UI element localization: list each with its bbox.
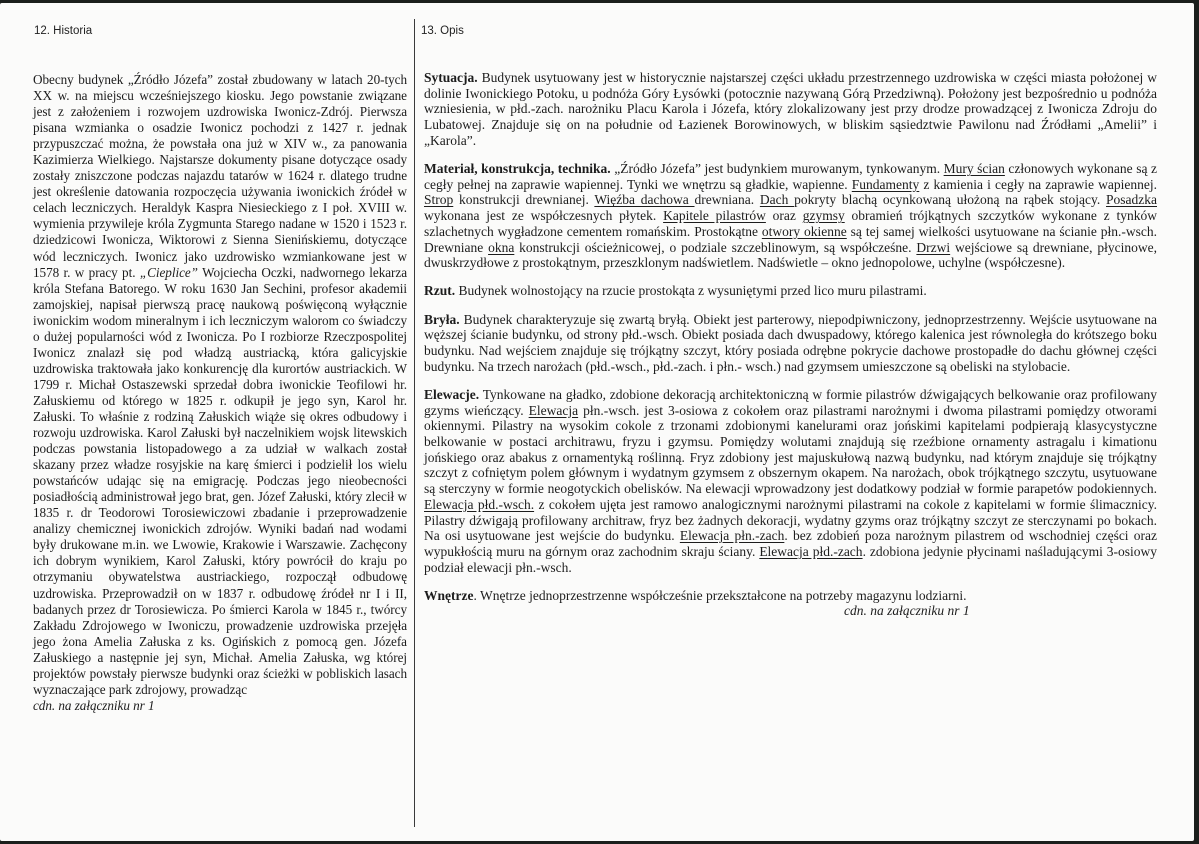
section-header-opis: 13. Opis [421,25,464,37]
underlined-term: Elewacja [528,402,579,418]
section-title: Materiał, konstrukcja, technika. [424,161,611,177]
underlined-term: Mury ścian [943,161,1005,177]
text-run: . bez zdobień poza narożnym pilastrem od wschodniej części oraz wypukłością muru na górnym oraz zachodnim skraju ściany. [424,528,1158,559]
continuation-note-right: cdn. na załączniku nr 1 [844,602,970,618]
continuation-note-left: cdn. na załączniku nr 1 [33,697,155,713]
underlined-term: Elewacja płd.-zach [759,543,863,559]
italic-title: „Cieplice” [139,264,198,280]
underlined-term: Dach [759,192,795,208]
text-run: Budynek wolnostojący na rzucie prostokąta z wysuniętymi przed lico muru pilastrami. [455,283,927,299]
text-run: Wojciecha Oczki, nadwornego lekarza króla Stefana Batorego. W roku 1630 Jan Sechini, profesor akademii zamojskiej, napisał pierwszą pracę naukową poświęconą wyłącznie iwonickim wodom mineralnym i ich leczniczym walorom co świadczy o dużej popularności wód z Iwonicza. Po I rozbiorze Rzeczpospolitej Iwonicz znalazł się pod władzą austriacką, która galicyjskie uzdrowiska traktowała jako konkurencję dla kurortów austriackich. W 1799 r. Michał Ostaszewski sprzedał dobra iwonickie Teofilowi hr. Załuskiemu od którego w 1825 r. odkupił je jego syn, Karol hr. Załuski. To właśnie z rodziną Załuskich wiąże się okres odbudowy i rozwoju uzdrowiska. Karol Załuski był naczelnikiem wojsk litewskich podczas powstania listopadowego a za udział w walkach został skazany przez władze rosyjskie na karę śmierci i podzielił los wielu powstańców udając się na emigrację. Podczas jego nieobecności posiadłością administrował jego brat, gen. Józef Załuski, który zlecił w 1835 r. dr Teodorowi Torosiewiczowi zbadanie i przeprowadzenie analizy chemicznej iwonickich zdrojów. Wyniki badań nad wodami były drukowane m.in. we Lwowie, Krakowie i Warszawie. Zachęcony ich dobrym wynikiem, Karol Załuski, który powrócił do kraju po otrzymaniu obywatelstwa austriackiego, rozpoczął odbudowę uzdrowiska. Przeprowadził on w 1837 r. odbudowę źródeł nr I i II, badanych przez dr Torosiewicza. Po śmierci Karola w 1845 r., twórcy Zakładu Zdrojowego w Iwoniczu, prowadzenie uzdrowiska przejęła jego żona Amelia Załuska z ks. Ogińskich z pomocą gen. Józefa Załuskiego a następnie jej syn, Michał. Amelia Załuska, wg której projektów powstały pierwsze budynki oraz ścieżki w pobliskich lasach wyznaczające park zdrojowy, prowadząc [33,264,407,697]
underlined-term: Kapitele pilastrów [663,208,766,224]
section-sytuacja [424,70,1157,149]
text-run: Tynkowane na gładko, zdobione dekoracją architektoniczną w formie pilastrów dźwigających belkowanie oraz profilowany gzyms wieńczący. [424,386,1157,418]
history-paragraph [33,72,407,698]
section-title: Rzut. [424,283,456,299]
underlined-term: Więźba dachowa [594,192,695,208]
section-header-historia: 12. Historia [34,25,93,37]
text-run: z cokołem ujęta jest ramowo analogicznymi narożnymi pilastrami na cokole z kapitelami w formie ślimacznicy. Pilastry dźwigają profilowany architraw, fryz bez żadnych dekoracji, wydatny gzyms oraz trójkątny szczyt ze sterczynami po bokach. Na osi usytuowane jest wejście do budynku. [424,496,1157,544]
text-run: z kamienia i cegły na zaprawie wapiennej. [919,176,1158,192]
section-title: Bryła. [424,311,460,327]
text-run: wejściowe są drewniane, płycinowe, dwuskrzydłowe z prostokątnym, przeszklonym nadświetlem. Nadświetle – okno jednopolowe, uchylne (współczesne). [424,239,1157,271]
text-run: konstrukcji ościeżnicowej, o podziale szczeblinowym, są współcześne. [514,239,917,255]
column-divider [414,19,415,827]
underlined-term: Posadzka [1106,192,1157,208]
text-run: Budynek usytuowany jest w historycznie najstarszej części układu przestrzennego uzdrowiska w części miasta położonej w dolinie Iwonickiego Potoku, u podnóża Góry Łysówki (potocznie nazywaną Górą Przedziwną). Położony jest bezpośrednio u podnóża wzniesienia, w płd.-zach. narożniku Placu Karola i Józefa, który zlokalizowany jest przy drodze prowadzącej z Iwonicza Zdroju do Lubatowej. Znajduje się on na południe od Łazienek Borowinowych, w bliskim sąsiedztwie Pawilonu nad Źródłami „Amelii” i „Karola”. [424,70,1157,148]
section-wnętrze [424,588,1157,604]
underlined-term: Drzwi [916,239,951,255]
underlined-term: Fundamenty [851,176,920,192]
section-title: Elewacje. [424,386,480,402]
text-run: Budynek charakteryzuje się zwartą bryłą. Obiekt jest parterowy, niepodpiwniczony, jednoprzestrzenny. Wejście usytuowane na węższej ścianie budynku, od strony płd.-wsch. Obiekt posiada dach dwuspadowy, którego kalenica jest równoległa do krótszego boku budynku. Nad wejściem znajduje się trójkątny szczyt, który posiada odrębne pokrycie dachowe prostopadłe do dachu głównej części budynku. Na trzech narożach (płd.-wsch., płd.-zach. i płn.- wsch.) nad gzymsem umieszczone są obeliski na stylobacie. [424,311,1157,374]
section-materiał-konstrukcja-technika [424,161,1157,271]
text-run: . Wnętrze jednoprzestrzenne współcześnie przekształcone na potrzeby magazynu lodziarni. [473,587,967,603]
text-run: pokryty blachą ocynkowaną ułożoną na rąbek stojący. [794,192,1106,208]
underlined-term: Strop [424,192,454,208]
text-run: oraz [765,208,803,224]
section-title: Wnętrze [424,587,474,603]
text-run: konstrukcji drewnianej. [453,192,595,208]
description-column [424,70,1157,618]
section-bryła [424,312,1157,375]
text-run: . zdobiona jedynie płycinami naśladującymi 3-osiowy podział elewacji płn.-wsch. [424,543,1157,575]
underlined-term: okna [488,239,515,255]
underlined-term: Elewacja płd.-wsch. [424,496,535,512]
history-column [33,72,407,714]
text-run: Obecny budynek „Źródło Józefa” został zbudowany w latach 20-tych XX w. na miejscu wcześniejszego kiosku. Jego powstanie związane jest z założeniem i rozwojem uzdrowiska Iwonicz-Zdrój. Pierwsza pisana wzmianka o osadzie Iwonicz pochodzi z 1427 r. jednak przypuszczać można, że powstała ona już w XIV w., za panowania Kazimierza Wielkiego. Najstarsze dokumenty pisane dotyczące osady zostały zniszczone podczas najazdu tatarów w 1624 r. dlatego trudne jest określenie datowania rozpoczęcia używania iwonickich źródeł w celach leczniczych. Heraldyk Kaspra Niesieckiego z I poł. XVIII w. wymienia przywileje króla Zygmunta Starego nadane w 1520 i 1523 r. dziedzicowi Iwonicza, Wiktorowi z Sienna Sienińskiemu, dotyczące wód leczniczych. Iwonicz jako uzdrowisko wzmiankowane jest w 1578 r. w pracy pt. [33,72,407,280]
text-run: drewniana. [694,192,760,208]
section-rzut [424,283,1157,299]
section-elewacje [424,387,1157,575]
underlined-term: otwory okienne [761,223,847,239]
section-title: Sytuacja. [424,70,478,85]
text-run: obramień trójkątnych szczytków wykonane z tynków szlachetnych wygładzone cementem romańskim. Prostokątne [424,208,1157,239]
text-run: członowych wykonane są z cegły pełnej na zaprawie wapiennej. Tynki we wnętrzu są gładkie, wapienne. [424,161,1157,192]
text-run: wykonana jest ze współczesnych płytek. [424,208,664,224]
text-run: są tej samej wielkości usytuowane na ścianie płn.-wsch. Drewniane [424,223,1158,255]
document-page [0,3,1194,841]
text-run: „Źródło Józefa” jest budynkiem murowanym, tynkowanym. [610,161,944,177]
underlined-term: Elewacja płn.-zach [679,528,785,544]
underlined-term: gzymsy [802,208,845,224]
text-run: płn.-wsch. jest 3-osiowa z cokołem oraz pilastrami narożnymi i dwoma pilastrami pomiędzy otworami okiennymi. Pilastry na wysokim cokole z trzonami zdobionymi kanelurami oraz jońskimi kapitelami podpierają klasycystyczne belkowanie w postaci architrawu, fryzu i gzymsu. Pomiędzy wolutami znajdują się rzeźbione ornamenty astragalu i kimationu jońskiego oraz abakus z ornamentyką roślinną. Fryz zdobiony jest majuskułową nazwą budynku, nad którym znajduje się trójkątny szczyt z cofniętym polem głównym i wydatnym gzymsem z obszernym okapem. Na narożach, obok trójkątnego szczytu, usytuowane są sterczyny w formie neogotyckich obelisków. Na elewacji wprowadzony jest dodatkowy podział w formie parapetów podokiennych. [424,402,1157,497]
